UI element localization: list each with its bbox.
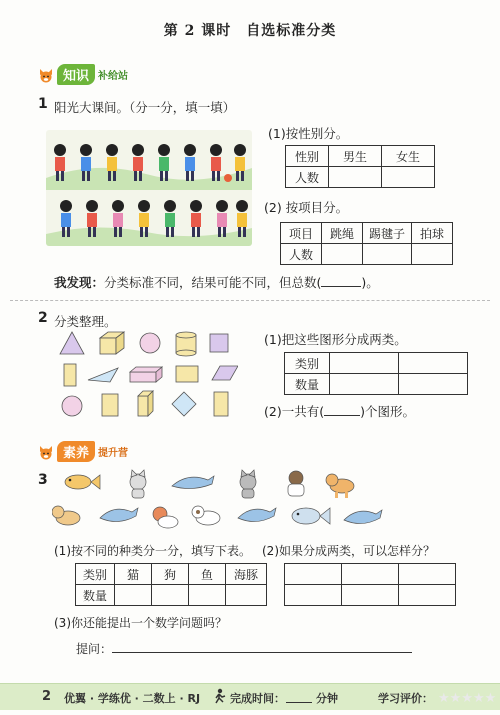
two-class-table bbox=[284, 563, 456, 606]
knowledge-badge bbox=[38, 64, 128, 85]
answer-cell[interactable] bbox=[330, 374, 399, 395]
time-blank[interactable] bbox=[286, 702, 312, 703]
answer-cell[interactable] bbox=[399, 374, 468, 395]
shapes-illustration bbox=[58, 330, 238, 422]
fox-mascot-icon bbox=[38, 444, 54, 460]
page-footer bbox=[0, 683, 500, 710]
answer-cell[interactable] bbox=[329, 167, 382, 188]
finding-text: 分类标准不同，结果可能不同，但总数( bbox=[104, 275, 322, 290]
answer-cell[interactable] bbox=[342, 585, 399, 606]
rectangle-shape bbox=[176, 366, 198, 382]
cuboid-shape bbox=[138, 391, 153, 416]
project-table bbox=[280, 222, 453, 265]
triangle-shape bbox=[60, 332, 84, 354]
dolphin-icon bbox=[238, 508, 276, 522]
section-divider bbox=[10, 300, 490, 301]
dog-icon bbox=[326, 474, 354, 498]
circle-shape bbox=[140, 333, 160, 353]
answer-cell[interactable] bbox=[115, 585, 152, 606]
badge-main: 知识 bbox=[57, 64, 95, 85]
literacy-badge bbox=[38, 441, 128, 462]
table-header: 类别 bbox=[76, 564, 115, 585]
dog-icon bbox=[52, 506, 80, 525]
answer-cell[interactable] bbox=[285, 564, 342, 585]
answer-cell[interactable] bbox=[399, 585, 456, 606]
finding-blank[interactable] bbox=[321, 286, 361, 287]
table-header: 拍球 bbox=[412, 223, 453, 244]
fox-mascot-icon bbox=[38, 67, 54, 83]
time-label: 完成时间： bbox=[230, 692, 285, 705]
rectangle-shape bbox=[102, 394, 118, 416]
question-2-part-2 bbox=[264, 402, 415, 420]
badge-sub: 提升营 bbox=[98, 448, 129, 459]
circle-shape bbox=[62, 396, 82, 416]
cuboid-shape bbox=[130, 367, 162, 382]
answer-cell[interactable] bbox=[412, 244, 453, 265]
ask-blank[interactable] bbox=[112, 652, 412, 653]
table-header: 项目 bbox=[281, 223, 322, 244]
ask-line bbox=[76, 640, 412, 657]
rhombus-shape bbox=[172, 392, 196, 416]
question-1-stem: 阳光大课间。（分一分，填一填） bbox=[54, 100, 236, 115]
time-unit: 分钟 bbox=[316, 692, 338, 705]
table-header: 女生 bbox=[382, 146, 435, 167]
table-row-label: 数量 bbox=[285, 374, 330, 395]
square-shape bbox=[210, 334, 228, 352]
fish-icon bbox=[65, 475, 100, 489]
animal-type-table bbox=[75, 563, 267, 606]
dog-icon bbox=[192, 506, 220, 525]
question-3-part-1: (1)按不同的种类分一分，填写下表。 bbox=[54, 544, 251, 558]
part-2-text-b: )个图形。 bbox=[360, 404, 415, 419]
running-person-icon bbox=[210, 688, 228, 704]
question-2-number: 2 bbox=[38, 310, 48, 326]
question-3-part-3: (3)你还能提出一个数学问题吗？ bbox=[54, 616, 227, 630]
star-icon[interactable]: ★ bbox=[461, 691, 473, 706]
table-header: 跳绳 bbox=[322, 223, 363, 244]
star-icon[interactable]: ★ bbox=[438, 691, 450, 706]
answer-cell[interactable] bbox=[342, 564, 399, 585]
rectangle-shape bbox=[214, 392, 228, 416]
dolphin-icon bbox=[172, 476, 214, 489]
question-2-stem: 分类整理。 bbox=[54, 314, 117, 329]
answer-cell[interactable] bbox=[226, 585, 267, 606]
question-1-part-2: (2) 按项目分。 bbox=[264, 200, 349, 215]
answer-cell[interactable] bbox=[285, 585, 342, 606]
page-title: 第 2 课时 自选标准分类 bbox=[163, 23, 337, 39]
table-row-label: 类别 bbox=[285, 353, 330, 374]
finding-line bbox=[54, 273, 379, 291]
rectangle-shape bbox=[64, 364, 76, 386]
answer-cell[interactable] bbox=[399, 564, 456, 585]
cat-icon bbox=[153, 507, 178, 528]
dog-icon bbox=[288, 471, 304, 496]
answer-cell[interactable] bbox=[363, 244, 412, 265]
triangle-shape bbox=[88, 368, 118, 382]
question-1-number: 1 bbox=[38, 96, 48, 112]
dolphin-icon bbox=[100, 508, 138, 522]
rating-stars[interactable] bbox=[438, 687, 496, 706]
table-row-label: 人数 bbox=[286, 167, 329, 188]
table-header: 猫 bbox=[115, 564, 152, 585]
table-header: 海豚 bbox=[226, 564, 267, 585]
question-2-part-1: (1)把这些图形分成两类。 bbox=[264, 332, 407, 347]
dolphin-icon bbox=[344, 510, 382, 524]
table-header: 鱼 bbox=[189, 564, 226, 585]
animals-illustration bbox=[52, 468, 386, 532]
answer-cell[interactable] bbox=[189, 585, 226, 606]
shape-class-table bbox=[284, 352, 468, 395]
answer-cell[interactable] bbox=[382, 167, 435, 188]
fish-icon bbox=[292, 508, 330, 524]
table-row-label: 人数 bbox=[281, 244, 322, 265]
star-icon[interactable]: ★ bbox=[472, 691, 485, 706]
table-header: 狗 bbox=[152, 564, 189, 585]
answer-cell[interactable] bbox=[322, 244, 363, 265]
gender-table bbox=[285, 145, 435, 188]
parallelogram-shape bbox=[212, 366, 238, 380]
finding-end: )。 bbox=[361, 275, 379, 290]
question-3-number: 3 bbox=[38, 472, 48, 488]
page-number: 2 bbox=[42, 689, 52, 704]
question-3-part-2: (2)如果分成两类，可以怎样分？ bbox=[262, 544, 435, 558]
answer-cell[interactable] bbox=[399, 353, 468, 374]
cat-icon bbox=[240, 470, 256, 498]
ask-label: 提问： bbox=[76, 642, 113, 656]
table-header: 男生 bbox=[329, 146, 382, 167]
children-exercise-illustration bbox=[46, 130, 252, 246]
answer-cell[interactable] bbox=[152, 585, 189, 606]
star-icon[interactable]: ★ bbox=[449, 691, 462, 706]
cylinder-shape bbox=[176, 332, 196, 356]
eval-label: 学习评价： bbox=[378, 692, 433, 705]
part-2-text-a: (2)一共有( bbox=[264, 404, 325, 419]
cat-icon bbox=[130, 470, 146, 498]
book-info: 优翼 · 学练优 · 二数上 · RJ bbox=[64, 692, 201, 705]
table-header: 踢毽子 bbox=[363, 223, 412, 244]
table-row-label: 数量 bbox=[76, 585, 115, 606]
star-icon[interactable]: ★ bbox=[484, 691, 497, 706]
badge-sub: 补给站 bbox=[98, 71, 129, 82]
total-blank[interactable] bbox=[324, 415, 360, 416]
question-1-part-1: (1)按性别分。 bbox=[268, 126, 349, 141]
table-header: 性别 bbox=[286, 146, 329, 167]
answer-cell[interactable] bbox=[330, 353, 399, 374]
cube-shape bbox=[100, 332, 124, 354]
badge-main: 素养 bbox=[57, 441, 95, 462]
finding-label: 我发现： bbox=[54, 275, 105, 290]
